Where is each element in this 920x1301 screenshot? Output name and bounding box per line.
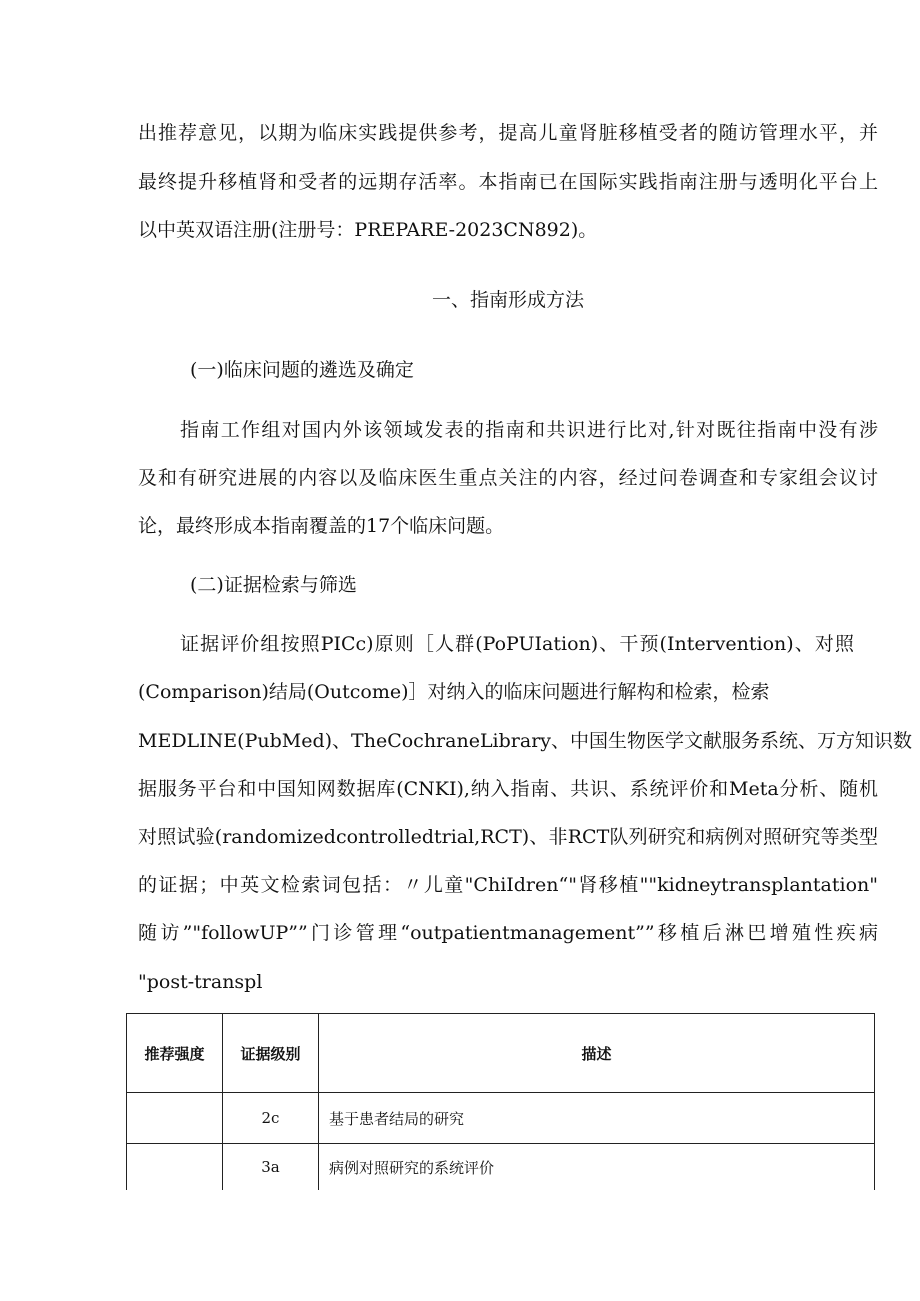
- evidence-level-table: [126, 1013, 874, 1190]
- header-recommendation-strength: 推荐强度: [127, 1014, 223, 1093]
- cell-strength: [127, 1093, 223, 1144]
- intro-line-1: 出推荐意见，以期为临床实践提供参考，提高儿童肾脏移植受者的随访管理水平，并: [138, 122, 878, 144]
- body-line: 论，最终形成本指南覆盖的17个临床问题。: [138, 515, 505, 537]
- header-evidence-level: 证据级别: [223, 1014, 319, 1093]
- subsection-heading-1: (一)临床问题的遴选及确定: [190, 359, 414, 381]
- subsection-heading-2: (二)证据检索与筛选: [190, 574, 357, 596]
- table-row: [127, 1144, 875, 1191]
- table-header-row: [127, 1014, 875, 1093]
- body-line: 证据评价组按照PICc)原则［人群(PoPUIation)、干预(Intervention)、对照: [180, 633, 854, 655]
- body-line: 的证据；中英文检索词包括：〃儿童"ChiIdren“"肾移植""kidneytransplantation": [138, 874, 878, 896]
- body-line: 对照试验(randomizedcontrolledtrial,RCT)、非RCT队列研究和病例对照研究等类型: [138, 826, 878, 848]
- cell-description: 基于患者结局的研究: [319, 1093, 875, 1144]
- section-heading: 一、指南形成方法: [431, 289, 584, 311]
- body-line: 据服务平台和中国知网数据库(CNKI),纳入指南、共识、系统评价和Meta分析、随机: [138, 778, 878, 800]
- body-line: (Comparison)结局(Outcome)］对纳入的临床问题进行解构和检索，检索: [138, 681, 770, 703]
- body-line: "post-transpl: [138, 971, 263, 993]
- cell-grade: 3a: [223, 1144, 319, 1191]
- header-description: 描述: [319, 1014, 875, 1093]
- cell-grade: 2c: [223, 1093, 319, 1144]
- cell-strength: [127, 1144, 223, 1191]
- body-line: 及和有研究进展的内容以及临床医生重点关注的内容，经过问卷调查和专家组会议讨: [138, 467, 878, 489]
- body-line: MEDLINE(PubMed)、TheCochraneLibrary、中国生物医学文献服务系统、万方知识数: [138, 730, 913, 752]
- cell-description: 病例对照研究的系统评价: [319, 1144, 875, 1191]
- table-row: [127, 1093, 875, 1144]
- body-line: 随访”"followUP””门诊管理“outpatientmanagement””移植后淋巴增殖性疾病: [138, 922, 878, 944]
- intro-line-2: 最终提升移植肾和受者的远期存活率。本指南已在国际实践指南注册与透明化平台上: [138, 171, 878, 193]
- intro-line-3: 以中英双语注册(注册号：PREPARE-2023CN892)。: [138, 219, 598, 241]
- body-line: 指南工作组对国内外该领域发表的指南和共识进行比对,针对既往指南中没有涉: [180, 419, 878, 441]
